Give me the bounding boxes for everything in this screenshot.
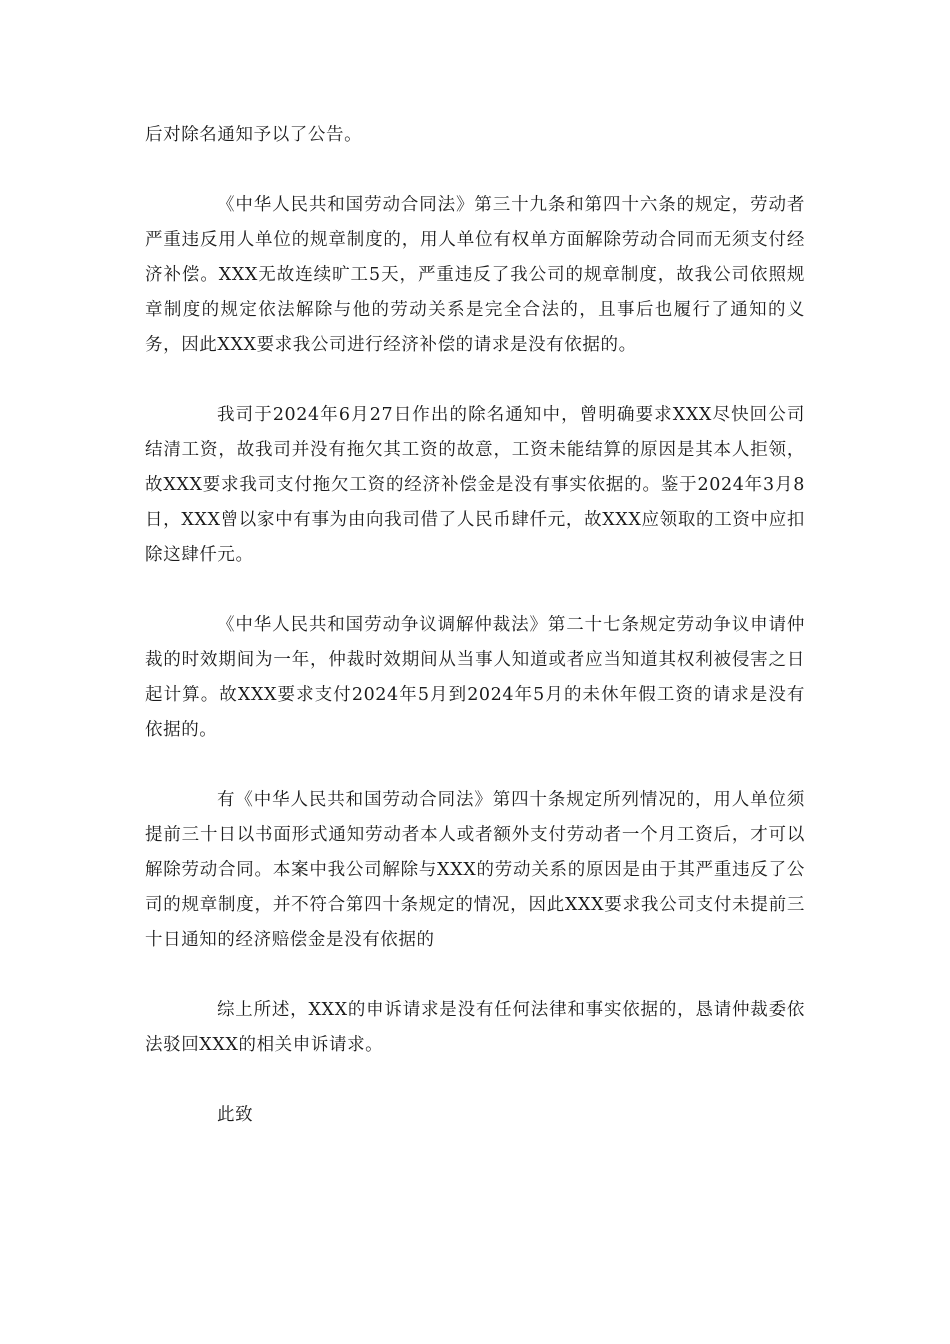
paragraph-arbitration-limitation: 《中华人民共和国劳动争议调解仲裁法》第二十七条规定劳动争议申请仲裁的时效期间为一年，仲裁时效期间从当事人知道或者应当知道其权利被侵害之日起计算。故XXX要求支付2024年5月到2024年5月的未休年假工资的请求是没有依据的。 — [145, 615, 805, 740]
paragraph-notice-compensation: 有《中华人民共和国劳动合同法》第四十条规定所列情况的，用人单位须提前三十日以书面形式通知劳动者本人或者额外支付劳动者一个月工资后，才可以解除劳动合同。本案中我公司解除与XXX的劳动关系的原因是由于其严重违反了公司的规章制度，并不符合第四十条规定的情况，因此XXX要求我公司支付未提前三十日通知的经济赔偿金是没有依据的 — [145, 790, 805, 950]
paragraph-continuation: 后对除名通知予以了公告。 — [145, 125, 363, 145]
paragraph-labor-contract-law: 《中华人民共和国劳动合同法》第三十九条和第四十六条的规定，劳动者严重违反用人单位的规章制度的，用人单位有权单方面解除劳动合同而无须支付经济补偿。XXX无故连续旷工5天，严重违反了我公司的规章制度，故我公司依照规章制度的规定依法解除与他的劳动关系是完全合法的，且事后也履行了通知的义务，因此XXX要求我公司进行经济补偿的请求是没有依据的。 — [145, 195, 805, 355]
paragraph-wage-settlement: 我司于2024年6月27日作出的除名通知中，曾明确要求XXX尽快回公司结清工资，故我司并没有拖欠其工资的故意，工资未能结算的原因是其本人拒领，故XXX要求我司支付拖欠工资的经济补偿金是没有事实依据的。鉴于2024年3月8日，XXX曾以家中有事为由向我司借了人民币肆仟元，故XXX应领取的工资中应扣除这肆仟元。 — [145, 405, 805, 565]
paragraph-conclusion: 综上所述，XXX的申诉请求是没有任何法律和事实依据的，恳请仲裁委依法驳回XXX的相关申诉请求。 — [145, 1000, 805, 1055]
document-body — [145, 118, 805, 1133]
paragraph-salutation: 此致 — [217, 1105, 254, 1125]
